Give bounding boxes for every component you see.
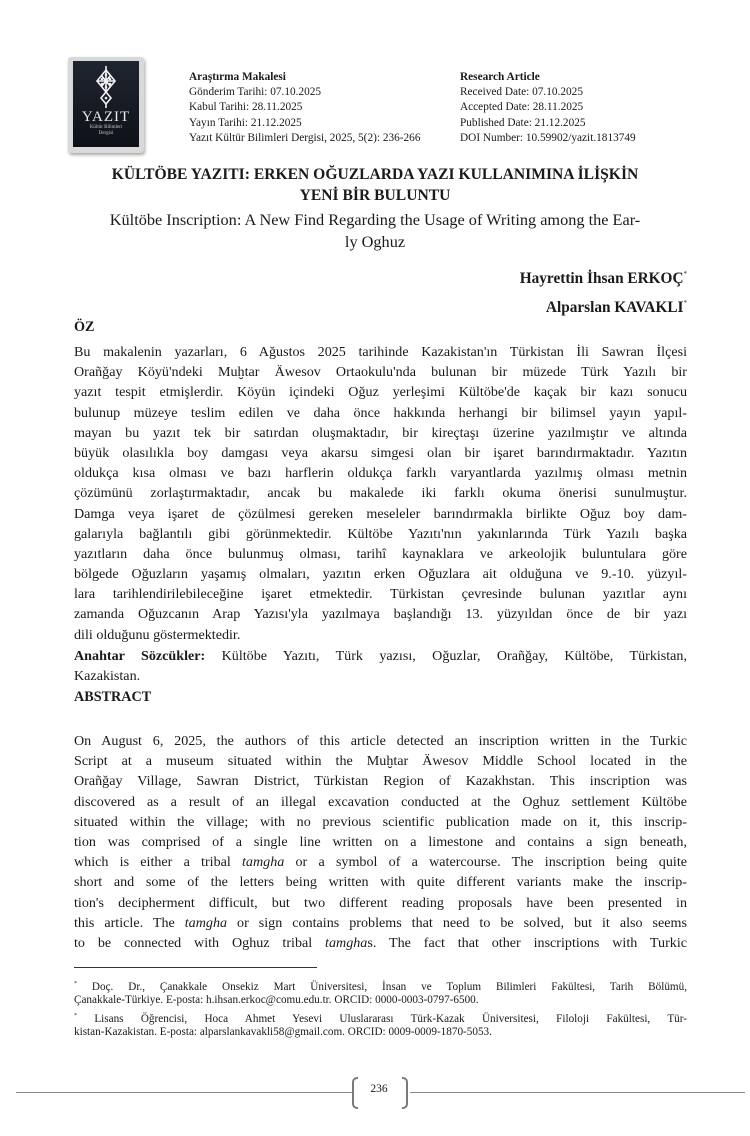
abstract-paragraph — [74, 731, 687, 953]
ornament-diamond-icon — [91, 65, 121, 109]
abstract-text: or a symbol of a watercourse. The inscription being quite — [284, 854, 687, 871]
abstract-text: short and some of the letters being written with quite different variants make the inscrip- — [74, 874, 687, 891]
article-type-tr: Araştırma Makalesi — [189, 71, 286, 83]
title-en-line: ly Oghuz — [344, 232, 406, 251]
oz-line: yazıtların daha önce bulunmuş olması, tarihî kaynaklara ve arkeolojik buluntulara göre — [74, 545, 687, 562]
footnote-line — [74, 976, 687, 992]
logo-name: YAZIT — [81, 109, 131, 125]
article-title-tr — [70, 164, 680, 206]
author — [520, 262, 687, 291]
abstract-line — [74, 771, 687, 791]
italic-term: tamgha — [242, 854, 285, 871]
abstract-line — [74, 832, 687, 852]
accepted-date-en: Accepted Date: 28.11.2025 — [460, 101, 584, 114]
abstract-line — [74, 792, 687, 812]
oz-line: bulunup müzeye teslim edilen ve daha önce hakkında herhangi bir bilimsel yayın yapıl- — [74, 404, 687, 421]
keywords-label: Anahtar Sözcükler: — [74, 648, 206, 664]
abstract-line — [74, 852, 687, 872]
abstract-text: On August 6, 2025, the authors of this article detected an inscription written in the Turkic — [74, 733, 687, 749]
article-meta-tr — [189, 70, 459, 146]
abstract-text: discovered as a result of an illegal excavation conducted at the Oghuz settlement Kültöbe — [74, 793, 687, 810]
article-type-en: Research Article — [460, 71, 540, 83]
author-name: Hayrettin İhsan ERKOÇ — [519, 270, 684, 287]
article-meta-en — [460, 70, 690, 146]
abstract-line — [74, 933, 687, 953]
abstract-line — [74, 812, 687, 832]
footer-rule-left — [16, 1092, 353, 1093]
journal-citation: Yazıt Kültür Bilimleri Dergisi, 2025, 5(2): 236-266 — [189, 131, 421, 144]
author-list — [520, 262, 687, 320]
author — [520, 291, 687, 320]
page-number: 236 — [370, 1083, 388, 1095]
italic-term: tamgha — [325, 934, 368, 951]
abstract-text: situated within the village; with no previous scientific publication made on it, this inscrip- — [74, 813, 687, 830]
doi-number: DOI Number: 10.59902/yazit.1813749 — [460, 131, 636, 144]
oz-line: dili olduğunu göstermektedir. — [74, 626, 241, 643]
article-title-en — [65, 209, 685, 253]
received-date: Received Date: 07.10.2025 — [460, 86, 583, 99]
abstract-text: tion was comprised of a single line written on a limestone and contains a sign beneath, — [74, 833, 687, 850]
abstract-line — [74, 751, 687, 771]
keywords-line — [74, 646, 687, 666]
footnote-divider — [74, 967, 317, 968]
abstract-text: which is either a tribal — [74, 854, 243, 871]
title-tr-line: KÜLTÖBE YAZITI: ERKEN OĞUZLARDA YAZI KULLANIMINA İLİŞKİN — [111, 166, 639, 183]
logo-subtitle-1: Kültür Bilimleri — [89, 125, 123, 130]
footnotes — [74, 976, 687, 1040]
abstract-text: Orañğay Village, Sawran District, Türkistan Region of Kazakhstan. This inscription was — [74, 773, 687, 790]
abstract-line — [74, 731, 687, 751]
abstract-text: this article. The — [74, 914, 185, 931]
abstract-line — [74, 893, 687, 913]
title-en-line: Kültöbe Inscription: A New Find Regarding the Usage of Writing among the Ear- — [109, 210, 641, 229]
oz-heading: ÖZ — [74, 319, 95, 335]
abstract-text: to be connected with Oghuz tribal — [74, 934, 326, 951]
oz-line: büyük olasılıkla boy damgası veya akarsu simgesi olan bir işaret barındırmaktadır. Yazıtın — [74, 444, 687, 461]
oz-line: bölgede Oğuzların yaşamış olmaları, yazıtın erken Oğuzlara ait olduğuna ve 9.-10. yüzyıl- — [74, 566, 687, 583]
footnote-mark: * — [74, 1013, 77, 1019]
footnote-line: Çanakkale-Türkiye. E-posta: h.ihsan.erkoc@comu.edu.tr. ORCID: 0000-0003-0797-6500. — [74, 994, 479, 1006]
author-name: Alparslan KAVAKLI — [545, 299, 684, 316]
footnote-line: kistan-Kazakistan. E-posta: alparslankavakli58@gmail.com. ORCID: 0009-0009-1870-5053. — [74, 1026, 492, 1038]
footnote-line — [74, 1008, 687, 1024]
keywords-text: Kültöbe Yazıtı, Türk yazısı, Oğuzlar, Orañğay, Kültöbe, Türkistan, — [205, 648, 688, 664]
accepted-date-tr: Kabul Tarihi: 28.11.2025 — [189, 101, 303, 114]
abstract-text: or sign contains problems that need to be solved, but it also seems — [227, 914, 687, 931]
footnote-mark: * — [74, 981, 77, 987]
italic-term: tamgha — [184, 914, 228, 931]
oz-line: Damga veya işaret de çözülmesi gereken meseleler barındırmakla birlikte Oğuz boy dam- — [74, 505, 687, 522]
author-footnote-mark: * — [683, 270, 687, 278]
logo-subtitle-2: Dergisi — [98, 131, 114, 136]
footnote-text: Doç. Dr., Çanakkale Onsekiz Mart Üniversitesi, İnsan ve Toplum Bilimleri Fakültesi, Tarih Bölümü, — [77, 981, 687, 993]
abstract-text: Script at a museum situated within the Muḫtar Äwesov Middle School located in the — [74, 753, 687, 770]
oz-line: oldukça kısa olması ve bazı harflerin oldukça farklı varyantlarda yazılmış olması metnin — [74, 465, 687, 482]
footnote-text: Lisans Öğrencisi, Hoca Ahmet Yesevi Uluslararası Türk-Kazak Üniversitesi, Filoloji Fakültesi, Tür- — [77, 1013, 687, 1025]
author-footnote-mark: * — [683, 299, 687, 307]
oz-line: lara tarihlendirilebileceğine işaret etmektedir. Türkistan çevresinde bulunan yazıtlar aynı — [74, 586, 687, 603]
footer-rule-right — [410, 1092, 745, 1093]
oz-line: Orañğay Köyü'ndeki Muḫtar Äwesov Ortaokulu'nda bulunan bir müzede Türk Yazılı bir — [74, 364, 687, 381]
keywords-line: Kazakistan. — [74, 668, 141, 685]
oz-line: Bu makalenin yazarları, 6 Ağustos 2025 tarihinde Kazakistan'ın Türkistan İli Sawran İlçesi — [74, 344, 687, 360]
abstract-heading: ABSTRACT — [74, 689, 152, 705]
submitted-date: Gönderim Tarihi: 07.10.2025 — [189, 86, 322, 99]
oz-line: zamanda Oğuzcanın Arap Yazısı'yla yazılmaya başlandığı 13. yüzyıldan önce de bir yazı — [74, 606, 687, 623]
oz-line: galarıyla bağlantılı gibi görünmektedir. Kültöbe Yazıtı'nın yakınlarında Türk Yazılı başka — [74, 525, 687, 542]
oz-line: mayan bu yazıt tek bir satırdan oluşmaktadır, bir kireçtaşı üzerine yazılmıştır ve altında — [74, 424, 687, 441]
oz-line: çözümünü zorlaştırmaktadır, ancak bu makalede iki farklı okuma önerisi sunulmuştur. — [74, 485, 687, 502]
page-number-bracket-right — [402, 1077, 408, 1109]
abstract-line — [74, 872, 687, 892]
keywords — [74, 646, 687, 686]
journal-logo — [68, 57, 144, 153]
title-tr-line: YENİ BİR BULUNTU — [299, 187, 451, 204]
published-date-tr: Yayın Tarihi: 21.12.2025 — [189, 116, 302, 129]
abstract-text: s. The fact that other inscriptions with Turkic — [367, 934, 688, 951]
abstract-text: tion's decipherment difficult, but two different reading proposals have been presented in — [74, 894, 687, 911]
published-date-en: Published Date: 21.12.2025 — [460, 116, 586, 129]
oz-line: yazıt tespit etmişlerdir. Köyün içindeki Oğuz yerleşimi Kültöbe'de kaçak bir kazı sonucu — [74, 384, 687, 401]
oz-paragraph — [74, 342, 687, 645]
abstract-line — [74, 913, 687, 933]
